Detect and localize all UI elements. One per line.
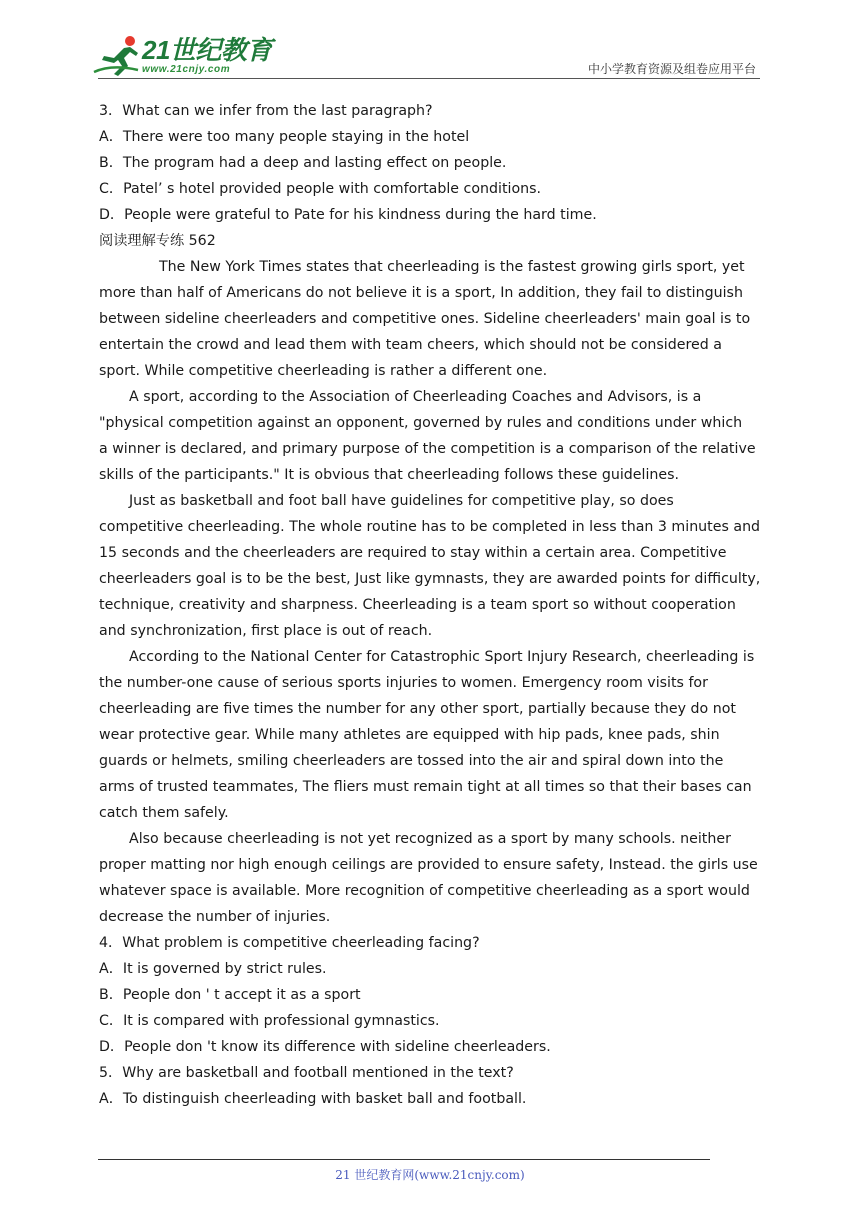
text-line: [99, 1034, 761, 1060]
text-line: [99, 930, 761, 956]
header-divider: [98, 78, 760, 79]
site-logo: [92, 34, 272, 78]
text-line-content: between sideline cheerleaders and competitive ones. Sideline cheerleaders' main goal is to: [99, 311, 751, 327]
text-line: [99, 748, 761, 774]
text-line-content: A．To distinguish cheerleading with basket ball and football.: [99, 1091, 527, 1107]
text-line-content: 阅读理解专练 562: [99, 233, 216, 249]
text-line: [99, 696, 761, 722]
text-line-content: According to the National Center for Catastrophic Sport Injury Research, cheerleading is: [129, 649, 755, 665]
text-line-content: 4．What problem is competitive cheerleading facing?: [99, 935, 480, 951]
text-line: [99, 384, 761, 410]
text-line: [99, 670, 761, 696]
footer-text: 21 世纪教育网(www.21cnjy.com): [335, 1168, 525, 1182]
text-line: [99, 904, 761, 930]
text-line: [99, 150, 761, 176]
text-line: [99, 1060, 761, 1086]
text-line: [99, 514, 761, 540]
text-line-content: wear protective gear. While many athletes are equipped with hip pads, knee pads, shin: [99, 727, 720, 743]
text-line-content: A sport, according to the Association of Cheerleading Coaches and Advisors, is a: [129, 389, 702, 405]
text-line-content: cheerleading are five times the number for any other sport, partially because they do not: [99, 701, 736, 717]
text-line-content: 15 seconds and the cheerleaders are required to stay within a certain area. Competitive: [99, 545, 727, 561]
text-line-content: arms of trusted teammates, The fliers must remain tight at all times so that their bases can: [99, 779, 752, 795]
text-line-content: B．People don ' t accept it as a sport: [99, 987, 361, 1003]
text-line: [99, 280, 761, 306]
text-line-content: C．Patel’ s hotel provided people with comfortable conditions.: [99, 181, 542, 197]
page-header: [0, 0, 860, 82]
text-line: [99, 1086, 761, 1112]
text-line-content: proper matting nor high enough ceilings are provided to ensure safety, Instead. the girls use: [99, 857, 758, 873]
text-line: [99, 618, 761, 644]
text-line-content: a winner is declared, and primary purpose of the competition is a comparison of the relative: [99, 441, 756, 457]
text-line: [99, 540, 761, 566]
text-line-content: technique, creativity and sharpness. Cheerleading is a team sport so without cooperation: [99, 597, 736, 613]
runner-logo-icon: [92, 34, 142, 78]
text-line: [99, 488, 761, 514]
text-line: [99, 878, 761, 904]
text-line-content: 5．Why are basketball and football mentioned in the text?: [99, 1065, 514, 1081]
text-line-content: entertain the crowd and lead them with team cheers, which should not be considered a: [99, 337, 722, 353]
text-line-content: sport. While competitive cheerleading is rather a different one.: [99, 363, 548, 379]
text-line: [99, 228, 761, 254]
text-line-content: Just as basketball and foot ball have guidelines for competitive play, so does: [129, 493, 674, 509]
text-line-content: C．It is compared with professional gymnastics.: [99, 1013, 440, 1029]
text-line: [99, 358, 761, 384]
text-line-content: A．There were too many people staying in the hotel: [99, 129, 470, 145]
text-line-content: and synchronization, first place is out of reach.: [99, 623, 433, 639]
text-line: [99, 436, 761, 462]
text-line-content: the number-one cause of serious sports injuries to women. Emergency room visits for: [99, 675, 708, 691]
text-line: [99, 956, 761, 982]
text-line: [99, 124, 761, 150]
text-line-content: Also because cheerleading is not yet recognized as a sport by many schools. neither: [129, 831, 731, 847]
text-line-content: "physical competition against an opponent, governed by rules and conditions under which: [99, 415, 743, 431]
text-line-content: D．People don 't know its difference with sideline cheerleaders.: [99, 1039, 551, 1055]
text-line-content: catch them safely.: [99, 805, 229, 821]
text-line-content: competitive cheerleading. The whole routine has to be completed in less than 3 minutes and: [99, 519, 761, 535]
text-line: [99, 202, 761, 228]
text-line: [99, 306, 761, 332]
text-line-content: D．People were grateful to Pate for his kindness during the hard time.: [99, 207, 597, 223]
footer-divider: [98, 1159, 710, 1160]
text-line: [99, 774, 761, 800]
text-line: [99, 566, 761, 592]
text-line: [99, 254, 761, 280]
text-line-content: whatever space is available. More recognition of competitive cheerleading as a sport would: [99, 883, 750, 899]
text-line-content: A．It is governed by strict rules.: [99, 961, 327, 977]
text-line: [99, 176, 761, 202]
text-line-content: guards or helmets, smiling cheerleaders are tossed into the air and spiral down into the: [99, 753, 724, 769]
text-line-content: 3．What can we infer from the last paragraph?: [99, 103, 433, 119]
text-line: [99, 800, 761, 826]
text-line-content: B．The program had a deep and lasting effect on people.: [99, 155, 507, 171]
text-line: [99, 722, 761, 748]
text-line-content: decrease the number of injuries.: [99, 909, 331, 925]
text-line: [99, 410, 761, 436]
text-line: [99, 332, 761, 358]
text-line-content: more than half of Americans do not believe it is a sport, In addition, they fail to distinguish: [99, 285, 743, 301]
text-line-content: cheerleaders goal is to be the best, Just like gymnasts, they are awarded points for difficulty,: [99, 571, 761, 587]
text-line-content: The New York Times states that cheerleading is the fastest growing girls sport, yet: [159, 259, 745, 275]
text-line-content: skills of the participants." It is obvious that cheerleading follows these guidelines.: [99, 467, 680, 483]
text-line: [99, 98, 761, 124]
text-line: [99, 592, 761, 618]
text-line: [99, 644, 761, 670]
header-platform-text: 中小学教育资源及组卷应用平台: [587, 62, 756, 76]
text-line: [99, 1008, 761, 1034]
logo-domain-text: www.21cnjy.com: [142, 64, 231, 75]
document-body: [99, 98, 761, 1112]
text-line: [99, 852, 761, 878]
text-line: [99, 826, 761, 852]
text-line: [99, 982, 761, 1008]
text-line: [99, 462, 761, 488]
logo-brand-text: 21世纪教育: [142, 35, 272, 65]
